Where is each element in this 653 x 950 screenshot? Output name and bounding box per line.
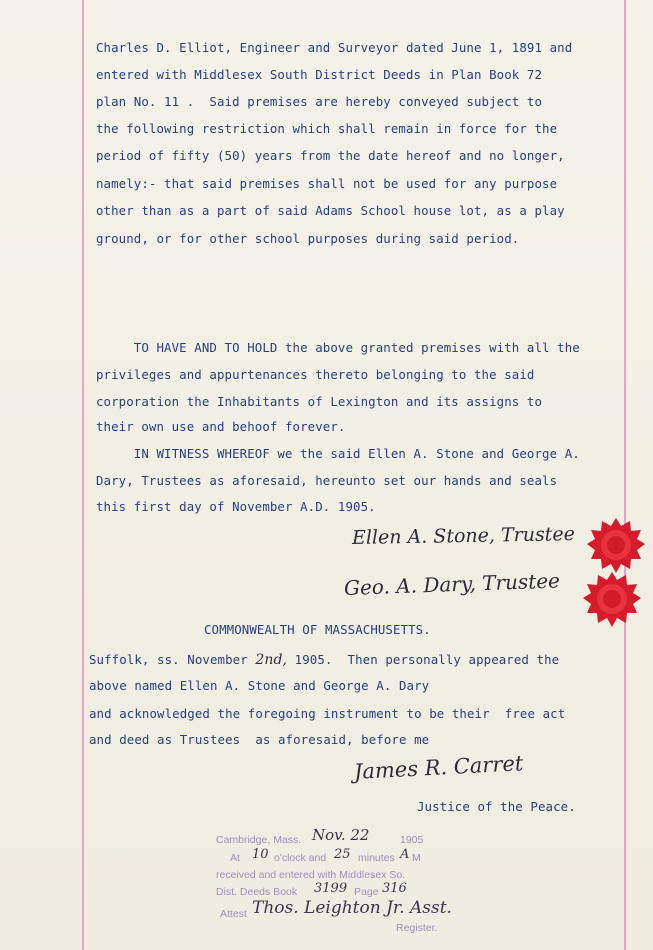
stamp-page-hand: 316 <box>382 881 407 896</box>
right-margin-line <box>624 0 626 950</box>
stamp-attest-signature: Thos. Leighton Jr. Asst. <box>252 898 452 918</box>
witness-line: IN WITNESS WHEREOF we the said Ellen A. Stone and George A. <box>96 446 580 461</box>
wax-seal-icon <box>586 516 646 576</box>
acknowledgment-line: and acknowledged the foregoing instrument to be their free act <box>89 706 566 721</box>
habendum-line: their own use and behoof forever. <box>96 419 346 434</box>
witness-line: Dary, Trustees as aforesaid, hereunto set our hands and seals <box>96 473 558 488</box>
stamp-ampm-hand: A <box>400 847 410 862</box>
habendum-line: corporation the Inhabitants of Lexington and its assigns to <box>96 394 543 409</box>
justice-title: Justice of the Peace. <box>417 799 576 814</box>
body-line: plan No. 11 . Said premises are hereby conveyed subject to <box>96 94 543 109</box>
acknowledgment-text: 1905. Then personally appeared the <box>287 652 560 667</box>
justice-signature: James R. Carret <box>353 751 524 784</box>
body-line: ground, or for other school purposes during said period. <box>96 231 520 246</box>
acknowledgment-heading: COMMONWEALTH OF MASSACHUSETTS. <box>204 622 431 637</box>
stamp-m-label: M <box>412 852 421 864</box>
acknowledgment-line: and deed as Trustees as aforesaid, before me <box>89 732 430 747</box>
left-margin-line <box>82 0 84 950</box>
stamp-page-label: Page <box>354 886 379 898</box>
stamp-attest-label: Attest <box>220 908 247 920</box>
stamp-register-label: Register. <box>396 922 438 934</box>
acknowledgment-line: above named Ellen A. Stone and George A. Dary <box>89 678 430 693</box>
stamp-book-hand: 3199 <box>314 881 348 896</box>
stamp-dist-label: Dist. Deeds Book <box>216 886 298 898</box>
handwritten-date-insert: 2nd, <box>255 652 288 668</box>
dary-signature: Geo. A. Dary, Trustee <box>343 568 561 600</box>
stamp-year: 1905 <box>400 834 424 846</box>
stamp-minutes-label: minutes <box>358 852 395 864</box>
stamp-at-label: At <box>230 852 240 864</box>
body-line: the following restriction which shall remain in force for the <box>96 121 558 136</box>
witness-line: this first day of November A.D. 1905. <box>96 499 376 514</box>
stamp-place: Cambridge, Mass. <box>216 834 302 846</box>
stamp-oclock-label: o'clock and <box>274 852 327 864</box>
acknowledgment-text: Suffolk, ss. November <box>89 652 256 667</box>
registry-stamp <box>216 826 476 944</box>
habendum-line: privileges and appurtenances thereto belonging to the said <box>96 367 535 382</box>
acknowledgment-line <box>89 652 559 668</box>
body-line: namely:- that said premises shall not be used for any purpose <box>96 176 558 191</box>
habendum-line: TO HAVE AND TO HOLD the above granted premises with all the <box>96 340 580 355</box>
wax-seal-icon <box>582 570 642 630</box>
body-line: other than as a part of said Adams School house lot, as a play <box>96 203 565 218</box>
stamp-received-line: received and entered with Middlesex So. <box>216 869 406 881</box>
stamp-date-hand: Nov. 22 <box>312 826 370 844</box>
stone-signature: Ellen A. Stone, Trustee <box>351 523 576 549</box>
body-line: period of fifty (50) years from the date hereof and no longer, <box>96 148 565 163</box>
body-line: Charles D. Elliot, Engineer and Surveyor dated June 1, 1891 and <box>96 40 573 55</box>
body-line: entered with Middlesex South District Deeds in Plan Book 72 <box>96 67 543 82</box>
stamp-hour-hand: 10 <box>252 847 269 862</box>
stamp-minutes-hand: 25 <box>334 847 351 862</box>
